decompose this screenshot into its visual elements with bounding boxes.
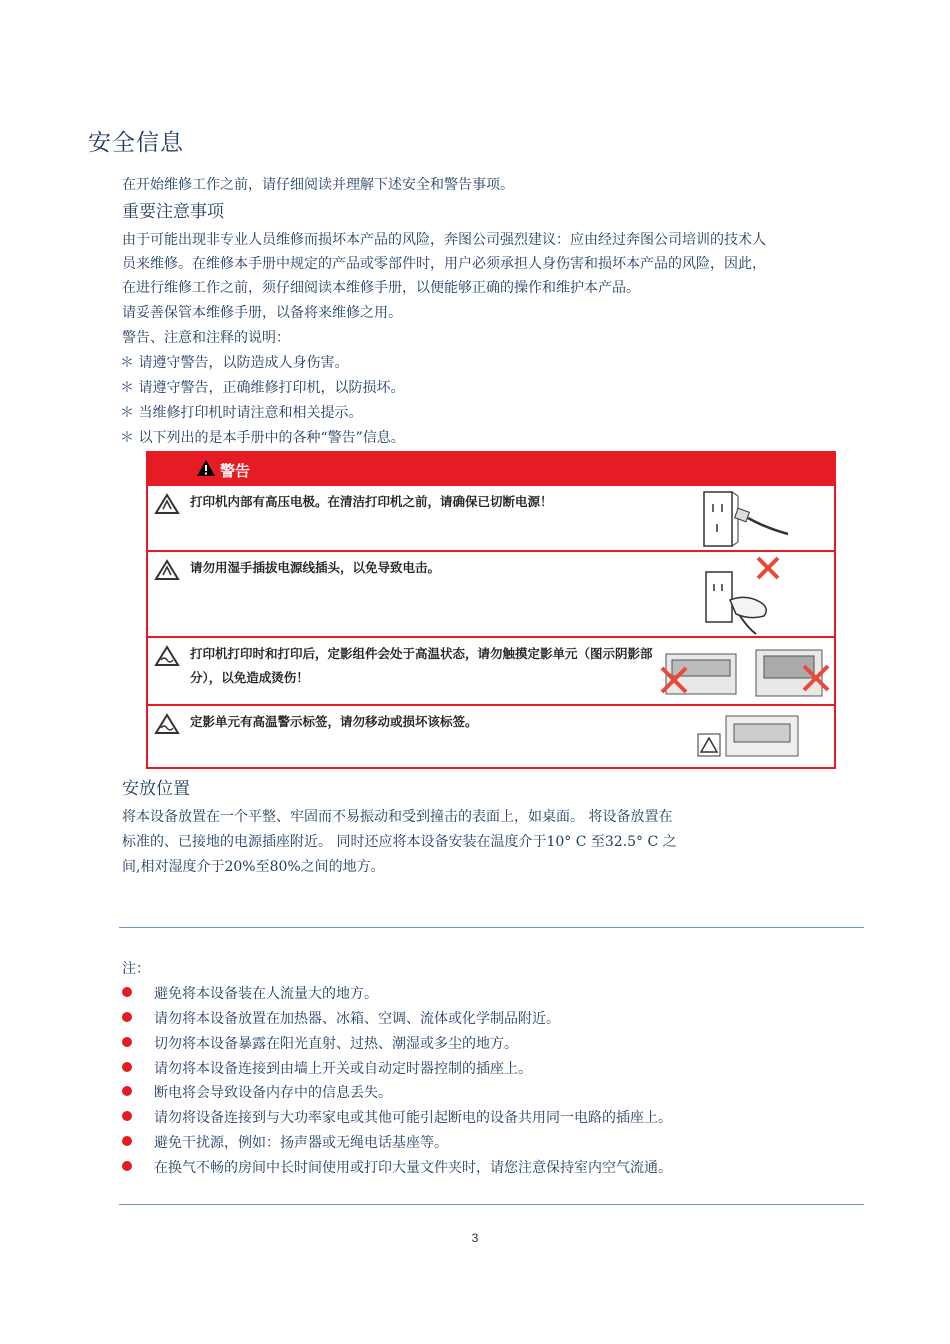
important-line: 由于可能出现非专业人员维修而损坏本产品的风险，奔图公司强烈建议：应由经过奔图公司培训的技术人 — [122, 232, 766, 248]
warning-header-label: 警告 — [220, 462, 251, 480]
wet-hand-plug-icon — [700, 556, 800, 636]
warning-row-text: 分），以免造成烫伤！ — [190, 670, 309, 685]
placement-line: 将本设备放置在一个平整、牢固而不易振动和受到撞击的表面上，如桌面。 将设备放置在 — [122, 809, 673, 825]
placement-line: 间,相对湿度介于20%至80%之间的地方。 — [122, 859, 385, 875]
warning-row-text: 请勿用湿手插拔电源线插头，以免导致电击。 — [190, 560, 441, 575]
bullet-dot-icon — [122, 987, 132, 997]
bullet-item: ＊ 请遵守警告，正确维修打印机，以防损坏。 — [120, 380, 405, 396]
bullet-dot-icon — [122, 1161, 132, 1171]
bullet-item: ＊ 以下列出的是本手册中的各种“警告”信息。 — [120, 430, 405, 446]
warning-triangle-icon — [196, 459, 216, 477]
bullet-dot-icon — [122, 1086, 132, 1096]
fuser-printer-illustration — [656, 642, 832, 702]
bullet-item: ＊ 当维修打印机时请注意和相关提示。 — [120, 405, 363, 421]
important-line: 请妥善保管本维修手册，以备将来维修之用。 — [122, 305, 402, 321]
important-line: 员来维修。在维修本手册中规定的产品或零部件时，用户必须承担人身伤害和损坏本产品的风险，因此， — [122, 256, 766, 272]
bullet-dot-icon — [122, 1012, 132, 1022]
important-heading: 重要注意事项 — [122, 202, 224, 222]
warning-row — [148, 486, 834, 552]
warning-row-text: 定影单元有高温警示标签，请勿移动或损坏该标签。 — [190, 714, 478, 729]
bullet-dot-icon — [122, 1037, 132, 1047]
wall-socket-plug-icon — [696, 490, 796, 548]
important-line: 警告、注意和注释的说明： — [122, 330, 290, 346]
page-number: 3 — [471, 1231, 479, 1245]
bullet-dot-icon — [122, 1062, 132, 1072]
warning-row-text: 打印机内部有高压电极。在清洁打印机之前，请确保已切断电源！ — [190, 494, 553, 509]
caution-triangle-icon — [154, 493, 180, 515]
bullet-dot-icon — [122, 1111, 132, 1121]
caution-triangle-icon — [154, 645, 180, 667]
page-title: 安全信息 — [88, 130, 184, 156]
caution-triangle-icon — [154, 713, 180, 735]
important-line: 在进行维修工作之前，须仔细阅读本维修手册，以便能够正确的操作和维护本产品。 — [122, 280, 640, 296]
warning-header — [148, 453, 834, 486]
placement-line: 标准的、已接地的电源插座附近。 同时还应将本设备安装在温度介于10° C 至32.5° C 之 — [122, 834, 677, 850]
bullet-item: ＊ 请遵守警告，以防造成人身伤害。 — [120, 355, 349, 371]
warning-row — [148, 638, 834, 706]
placement-heading: 安放位置 — [122, 779, 190, 799]
printer-warning-label-illustration — [696, 710, 806, 762]
warning-row-text: 打印机打印时和打印后，定影组件会处于高温状态，请勿触摸定影单元（图示阴影部 — [190, 646, 653, 661]
bullet-dot-icon — [122, 1136, 132, 1146]
intro-text: 在开始维修工作之前，请仔细阅读并理解下述安全和警告事项。 — [122, 177, 514, 193]
note-divider-top — [119, 927, 864, 928]
warning-row — [148, 706, 834, 767]
warning-box — [146, 451, 836, 769]
caution-triangle-icon — [154, 559, 180, 581]
notes-label: 注： — [122, 961, 150, 977]
warning-row — [148, 552, 834, 638]
note-divider-bottom — [119, 1204, 864, 1205]
